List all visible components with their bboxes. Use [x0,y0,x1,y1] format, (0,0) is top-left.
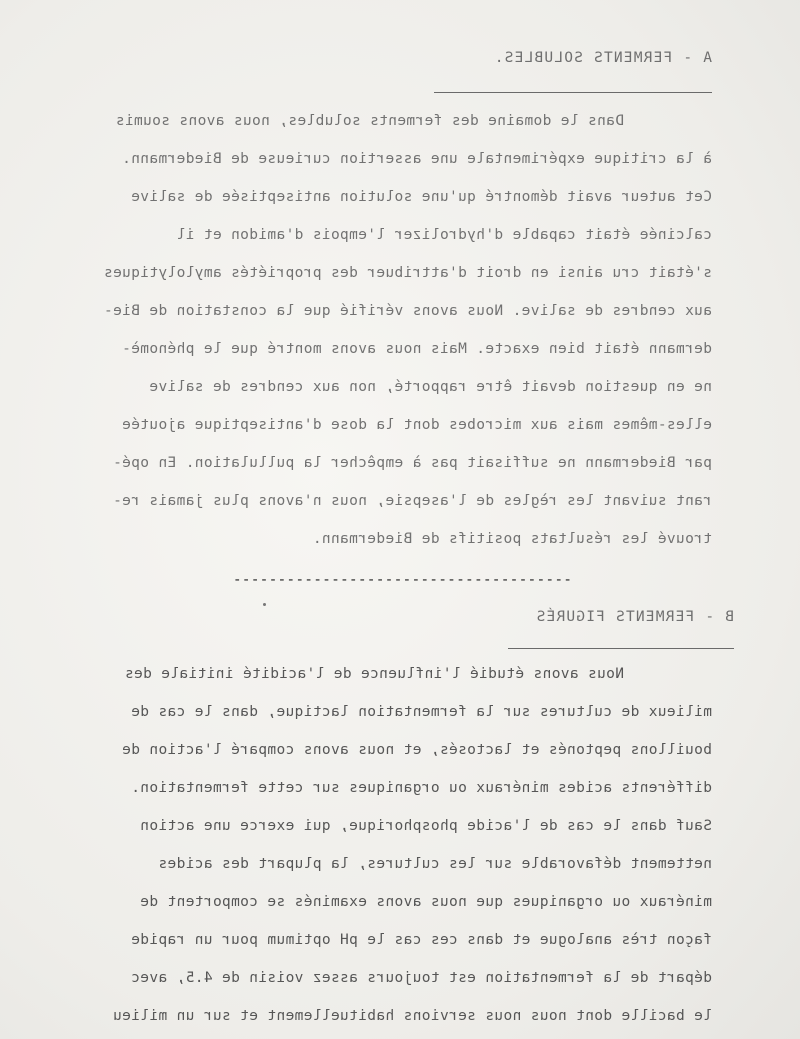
section-a-line: par Biedermann ne suffisait pas à empêcher la pullulation. En opé- [112,455,712,471]
section-b-line: milieux de cultures sur la fermentation lactique, dans le cas de [130,704,712,720]
section-a-line: rant suivant les règles de l'asepsie, nous n'avons plus jamais re- [112,493,712,509]
section-a-line: dermann était bien exacte. Mais nous avons montré que le phénomè- [121,341,712,357]
section-a-line: aux cendres de salive. Nous avons vérifié que la constation de Bie- [103,303,712,319]
section-a-line: elles-mêmes mais aux microbes dont la dose d'antiseptique ajoutée [121,417,712,433]
section-b-line: départ de la fermentation est toujours assez voisin de 4.5, avec [130,970,712,986]
section-a-line: Dans le domaine des ferments solubles, nous avons soumis [115,113,624,129]
section-b-line: nettement défavorable sur les cultures, la plupart des acides [158,856,712,872]
section-b-line: Nous avons étudié l'influence de l'acidité initiale des [124,666,624,682]
section-a-line: à la critique expérimentale une assertion curieuse de Biedermann. [121,151,712,167]
section-a-heading: A - FERMENTS SOLUBLES. [493,50,712,66]
section-a-heading-underline [434,92,712,93]
section-a-line: Cet auteur avait démontré qu'une solution antiseptisée de salive [130,189,712,205]
section-b-line: minéraux ou organiques que nous avons examinés se comportent de [139,894,712,910]
section-a-line: trouvé les résultats positifs de Biedermann. [312,531,712,547]
section-b-line: différents acides minéraux ou organiques sur cette fermentation. [130,780,712,796]
paper-speck [263,603,266,606]
section-a-line: s'était cru ainsi en droit d'attribuer des propriétés amylolytiques [103,265,712,281]
section-b-line: le bacille dont nous nous servions habituellement et sur un milieu [112,1008,712,1024]
section-b-heading: B - FERMENTS FIGURÉS [535,609,734,625]
section-a-line: ne en question devait être rapporté, non aux cendres de salive [149,379,712,395]
section-b-line: Sauf dans le cas de l'acide phosphorique, qui exerce une action [139,818,712,834]
section-b-heading-underline [508,648,734,649]
section-separator: -------------------------------------- [232,572,572,588]
section-a-line: calcinée était capable d'hydrolizer l'empois d'amidon et il [176,227,712,243]
section-b-line: bouillons peptonés et lactosés, et nous avons comparé l'action de [121,742,712,758]
section-b-line: façon très analogue et dans ces cas le pH optimum pour un rapide [130,932,712,948]
